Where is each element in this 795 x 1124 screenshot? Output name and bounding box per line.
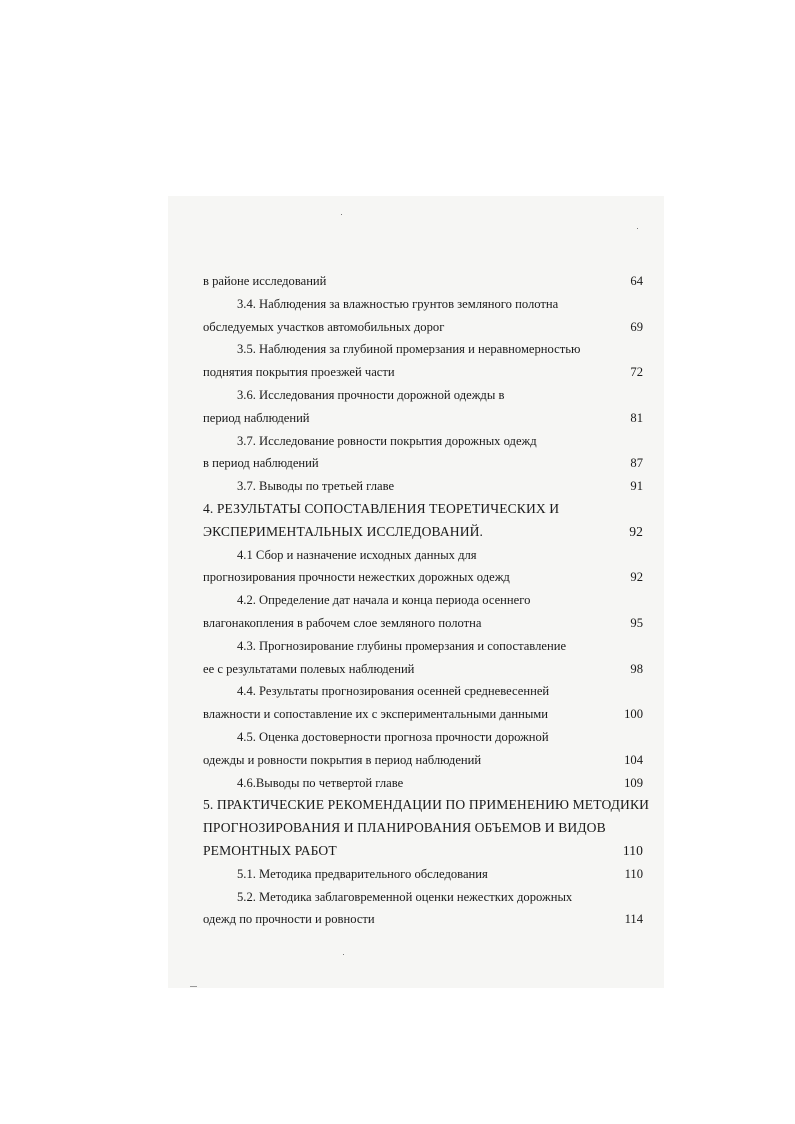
toc-text: 4.2. Определение дат начала и конца периода осеннего <box>237 593 531 608</box>
toc-text: 3.7. Исследование ровности покрытия дорожных одежд <box>237 433 537 448</box>
toc-line <box>203 772 643 795</box>
toc-text: обследуемых участков автомобильных дорог <box>203 319 445 334</box>
toc-page-number: 87 <box>630 456 643 471</box>
toc-line <box>203 749 643 772</box>
toc-page-number: 69 <box>630 319 643 334</box>
toc-line <box>203 361 643 384</box>
toc-page-number: 110 <box>624 866 643 881</box>
toc-page-number: 64 <box>630 274 643 288</box>
toc-page-number: 110 <box>622 842 643 858</box>
toc-text: ЭКСПЕРИМЕНТАЛЬНЫХ ИССЛЕДОВАНИЙ. <box>203 523 484 539</box>
table-of-contents <box>203 270 650 931</box>
toc-line <box>203 270 643 293</box>
toc-page-number: 109 <box>624 775 643 790</box>
toc-page-number: 100 <box>624 707 643 722</box>
scan-speck <box>341 214 342 215</box>
toc-line <box>203 544 643 567</box>
toc-text: одежд по прочности и ровности <box>203 912 375 927</box>
toc-text: прогнозирования прочности нежестких дорожных одежд <box>203 570 510 585</box>
toc-line <box>203 407 643 430</box>
toc-text: 3.6. Исследования прочности дорожной одежды в <box>237 387 505 402</box>
toc-chapter-heading <box>203 794 650 817</box>
toc-page-number: 91 <box>630 479 643 494</box>
toc-text: 3.4. Наблюдения за влажностью грунтов земляного полотна <box>237 296 559 311</box>
toc-text: 4.4. Результаты прогнозирования осенней средневесенней <box>237 684 550 699</box>
toc-chapter-heading <box>203 498 643 521</box>
toc-line <box>203 430 643 453</box>
toc-line <box>203 338 643 361</box>
toc-text: 3.5. Наблюдения за глубиной промерзания и неравномерностью <box>237 342 581 357</box>
toc-text: одежды и ровности покрытия в период наблюдений <box>203 752 482 767</box>
toc-page-number: 104 <box>624 752 643 767</box>
toc-line <box>203 908 643 931</box>
toc-line <box>203 726 643 749</box>
toc-chapter-heading <box>203 521 643 544</box>
toc-text: в районе исследований <box>203 274 327 288</box>
toc-text: ПРОГНОЗИРОВАНИЯ И ПЛАНИРОВАНИЯ ОБЪЕМОВ И ВИДОВ <box>203 820 606 836</box>
toc-text: 4.6.Выводы по четвертой главе <box>237 775 404 790</box>
toc-text: ее с результатами полевых наблюдений <box>203 661 415 676</box>
toc-text: 5. ПРАКТИЧЕСКИЕ РЕКОМЕНДАЦИИ ПО ПРИМЕНЕНИЮ МЕТОДИКИ <box>203 797 650 813</box>
toc-line <box>203 635 643 658</box>
toc-page-number: 98 <box>630 661 643 676</box>
toc-text: влагонакопления в рабочем слое земляного полотна <box>203 615 482 630</box>
toc-text: период наблюдений <box>203 410 310 425</box>
toc-chapter-heading <box>203 840 643 863</box>
toc-page-number: 72 <box>630 365 643 380</box>
toc-text: влажности и сопоставление их с экспериментальными данными <box>203 707 549 722</box>
scan-speck <box>343 954 344 955</box>
toc-line <box>203 612 643 635</box>
toc-line <box>203 863 643 886</box>
toc-text: 3.7. Выводы по третьей главе <box>237 479 395 494</box>
toc-text: 4.5. Оценка достоверности прогноза прочности дорожной <box>237 729 549 744</box>
toc-line <box>203 703 643 726</box>
toc-line <box>203 384 643 407</box>
toc-line <box>203 316 643 339</box>
toc-page-number: 92 <box>629 523 643 539</box>
toc-page-number: 81 <box>630 410 643 425</box>
toc-line <box>203 452 643 475</box>
toc-line <box>203 680 643 703</box>
toc-line <box>203 475 643 498</box>
toc-line <box>203 589 643 612</box>
toc-line <box>203 886 643 909</box>
toc-text: 5.1. Методика предварительного обследования <box>237 866 488 881</box>
toc-line <box>203 658 643 681</box>
toc-text: 5.2. Методика заблаговременной оценки нежестких дорожных <box>237 889 573 904</box>
toc-text: РЕМОНТНЫХ РАБОТ <box>203 842 337 858</box>
toc-page-number: 92 <box>630 570 643 585</box>
scan-speck <box>637 228 638 229</box>
toc-text: 4.1 Сбор и назначение исходных данных для <box>237 547 477 562</box>
scan-mark <box>190 986 197 987</box>
toc-chapter-heading <box>203 817 643 840</box>
toc-text: в период наблюдений <box>203 456 319 471</box>
toc-text: 4.3. Прогнозирование глубины промерзания и сопоставление <box>237 638 567 653</box>
toc-page-number: 95 <box>630 615 643 630</box>
toc-line <box>203 566 643 589</box>
toc-page-number: 114 <box>624 912 643 927</box>
toc-line <box>203 293 643 316</box>
toc-text: поднятия покрытия проезжей части <box>203 365 395 380</box>
toc-text: 4. РЕЗУЛЬТАТЫ СОПОСТАВЛЕНИЯ ТЕОРЕТИЧЕСКИХ И <box>203 500 560 516</box>
